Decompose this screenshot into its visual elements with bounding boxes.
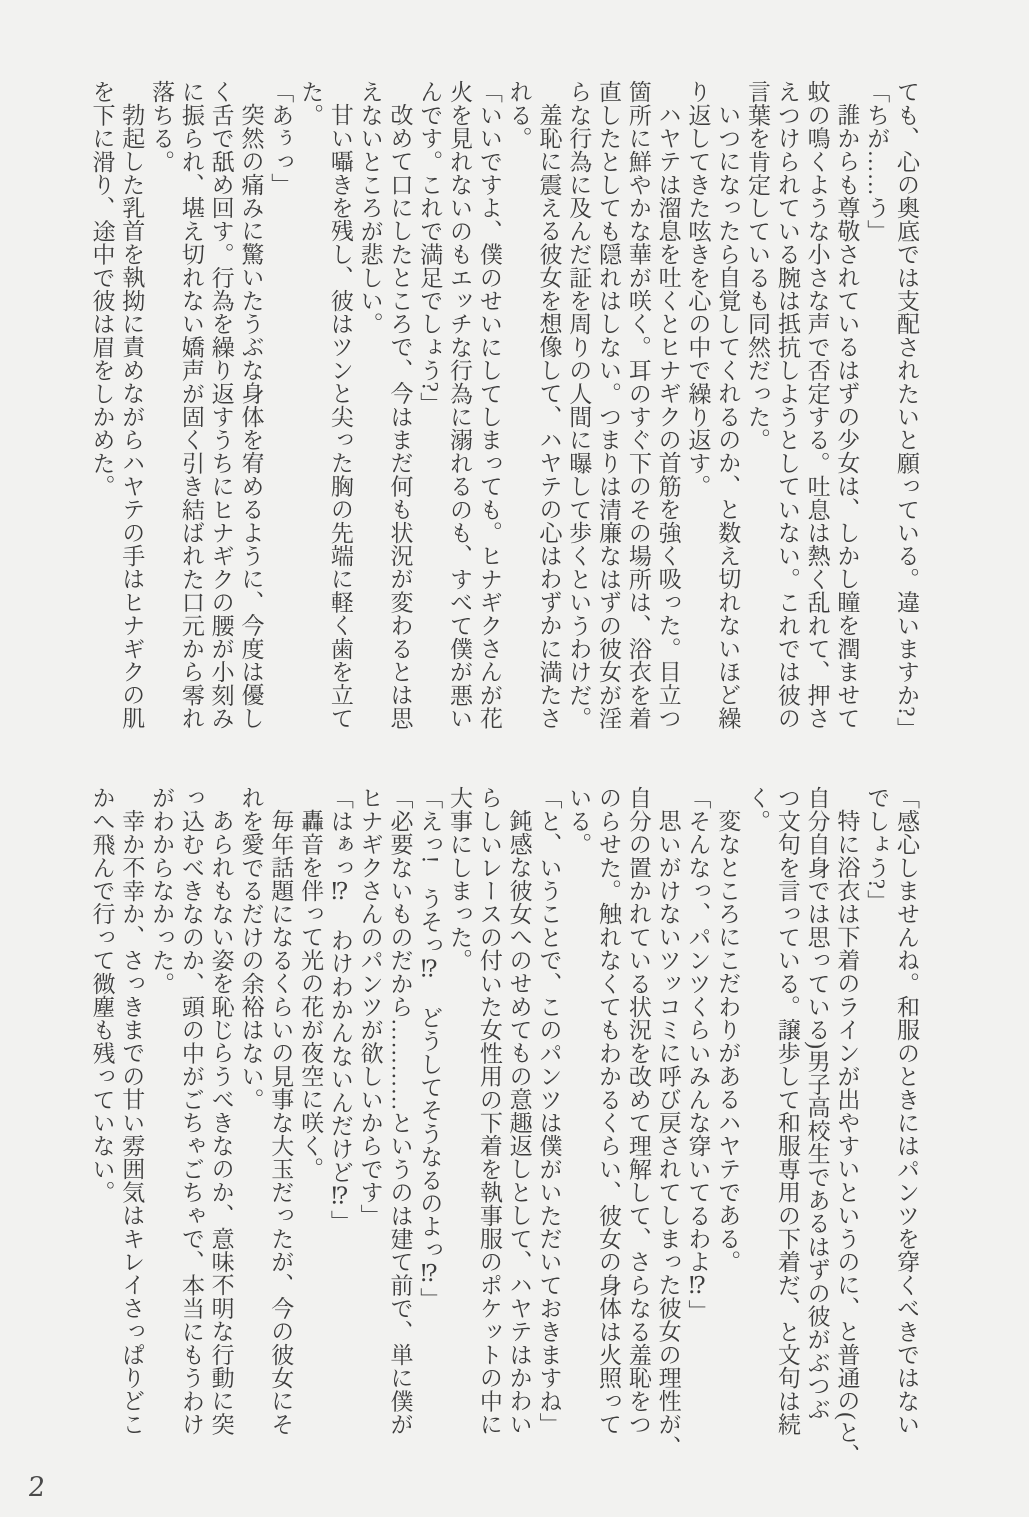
text-column: 思いがけないツッコミに呼び戻されてしまった彼女の理性が、: [655, 809, 681, 1459]
text-column: れを愛でるだけの余裕はない。: [238, 786, 264, 1111]
text-column: 特に浴衣は下着のラインが出やすいというのに、と普通の(と、: [834, 809, 860, 1467]
text-column: 「ちが……う」: [864, 80, 890, 243]
text-column: 「はぁっ⁉ わけわかんないんだけど⁉」: [327, 786, 353, 1233]
text-column: 落ちる。: [149, 80, 175, 173]
text-column: えつけられている腕は抵抗しようとしていない。これでは彼の: [774, 80, 800, 730]
text-column: 蚊の鳴くような小さな声で否定する。吐息は熱く乱れて、押さ: [804, 80, 830, 730]
text-column: っ込むべきなのか、頭の中がごちゃごちゃで、本当にもうわけ: [178, 786, 204, 1436]
text-column: 「と、いうことで、このパンツは僕がいただいておきますね」: [536, 786, 562, 1436]
text-column: 変なところにこだわりがあるハヤテである。: [715, 809, 741, 1273]
text-column: 鈍感な彼女へのせめてもの意趣返しとして、ハヤテはかわい: [506, 809, 532, 1436]
text-column: ヒナギクさんのパンツが欲しいからです」: [357, 786, 383, 1227]
text-column: 「あぅっ」: [268, 80, 294, 196]
text-column: 幸か不幸か、さっきまでの甘い雰囲気はキレイさっぱりどこ: [119, 809, 145, 1436]
text-column: れる。: [506, 80, 532, 150]
text-column: いる。: [566, 786, 592, 856]
text-column: 突然の痛みに驚いたうぶな身体を宥めるように、今度は優し: [238, 103, 264, 730]
text-column: に振られ、堪え切れない嬌声が固く引き結ばれた口元から零れ: [178, 80, 204, 730]
text-column: んです。これで満足でしょう?」: [417, 80, 443, 416]
text-column: ても、心の奥底では支配されたいと願っている。違いますか?」: [894, 80, 919, 741]
text-column: のらせた。触れなくてもわかるくらい、彼女の身体は火照って: [596, 786, 622, 1436]
text-column: く。: [745, 786, 771, 833]
text-column: でしょう?」: [864, 786, 890, 913]
text-column: 甘い囁きを残し、彼はツンと尖った胸の先端に軽く歯を立て: [327, 103, 353, 730]
text-column: 「いいですよ、僕のせいにしてしまっても。ヒナギクさんが花: [476, 80, 502, 730]
text-column: らな行為に及んだ証を周りの人間に曝して歩くというわけだ。: [566, 80, 592, 730]
text-column: かへ飛んで行って微塵も残っていない。: [89, 786, 115, 1204]
text-column: 「感心しませんね。和服のときにはパンツを穿くべきではない: [894, 786, 919, 1436]
text-column: いつになったら自覚してくれるのか、と数え切れないほど繰: [715, 103, 741, 730]
text-column: らしいレースの付いた女性用の下着を執事服のポケットの中に: [476, 786, 502, 1436]
text-column: ハヤテは溜息を吐くとヒナギクの首筋を強く吸った。目立つ: [655, 103, 681, 730]
text-column: 言葉を肯定しているも同然だった。: [745, 80, 771, 452]
text-column: 誰からも尊敬されているはずの少女は、しかし瞳を潤ませて: [834, 103, 860, 730]
page-number: 2: [26, 1472, 47, 1503]
text-column: 火を見れないのもエッチな行為に溺れるのも、すべて僕が悪い: [447, 80, 473, 730]
text-column: がわからなかった。: [149, 786, 175, 995]
text-block-bottom: [87, 786, 921, 1467]
text-column: 直したとしても隠れはしない。つまりは清廉なはずの彼女が淫: [596, 80, 622, 730]
text-block-top: [87, 80, 921, 740]
text-column: く舌で舐め回す。行為を繰り返すうちにヒナギクの腰が小刻み: [208, 80, 234, 730]
text-column: 大事にしまった。: [447, 786, 473, 972]
text-column: を下に滑り、途中で彼は眉をしかめた。: [89, 80, 115, 498]
text-column: 自分自身では思っている)男子高校生であるはずの彼がぶつぶ: [804, 786, 830, 1421]
text-column: 「必要ないものだから…………というのは建て前で、単に僕が: [387, 786, 413, 1436]
text-column: た。: [298, 80, 324, 127]
text-column: 「そんなっ、パンツくらいみんな穿いてるわよ⁉」: [685, 786, 711, 1323]
text-column: 羞恥に震える彼女を想像して、ハヤテの心はわずかに満たさ: [536, 103, 562, 730]
text-column: 「えっ! うそっ⁉ どうしてそうなるのよっ⁉」: [417, 786, 443, 1311]
text-column: 改めて口にしたところで、今はまだ何も状況が変わるとは思: [387, 103, 413, 730]
text-column: えないところが悲しい。: [357, 80, 383, 336]
text-column: 勃起した乳首を執拗に責めながらハヤテの手はヒナギクの肌: [119, 103, 145, 730]
text-column: 毎年話題になるくらいの見事な大玉だったが、今の彼女にそ: [268, 809, 294, 1436]
text-column: 箇所に鮮やかな華が咲く。耳のすぐ下のその場所は、浴衣を着: [625, 80, 651, 730]
text-column: つ文句を言っている。譲歩して和服専用の下着だ、と文句は続: [774, 786, 800, 1436]
text-column: 轟音を伴って光の花が夜空に咲く。: [298, 809, 324, 1181]
text-column: 自分の置かれている状況を改めて理解して、さらなる羞恥をつ: [625, 786, 651, 1436]
text-column: り返してきた呟きを心の中で繰り返す。: [685, 80, 711, 498]
text-column: あられもない姿を恥じらうべきなのか、意味不明な行動に突: [208, 809, 234, 1436]
